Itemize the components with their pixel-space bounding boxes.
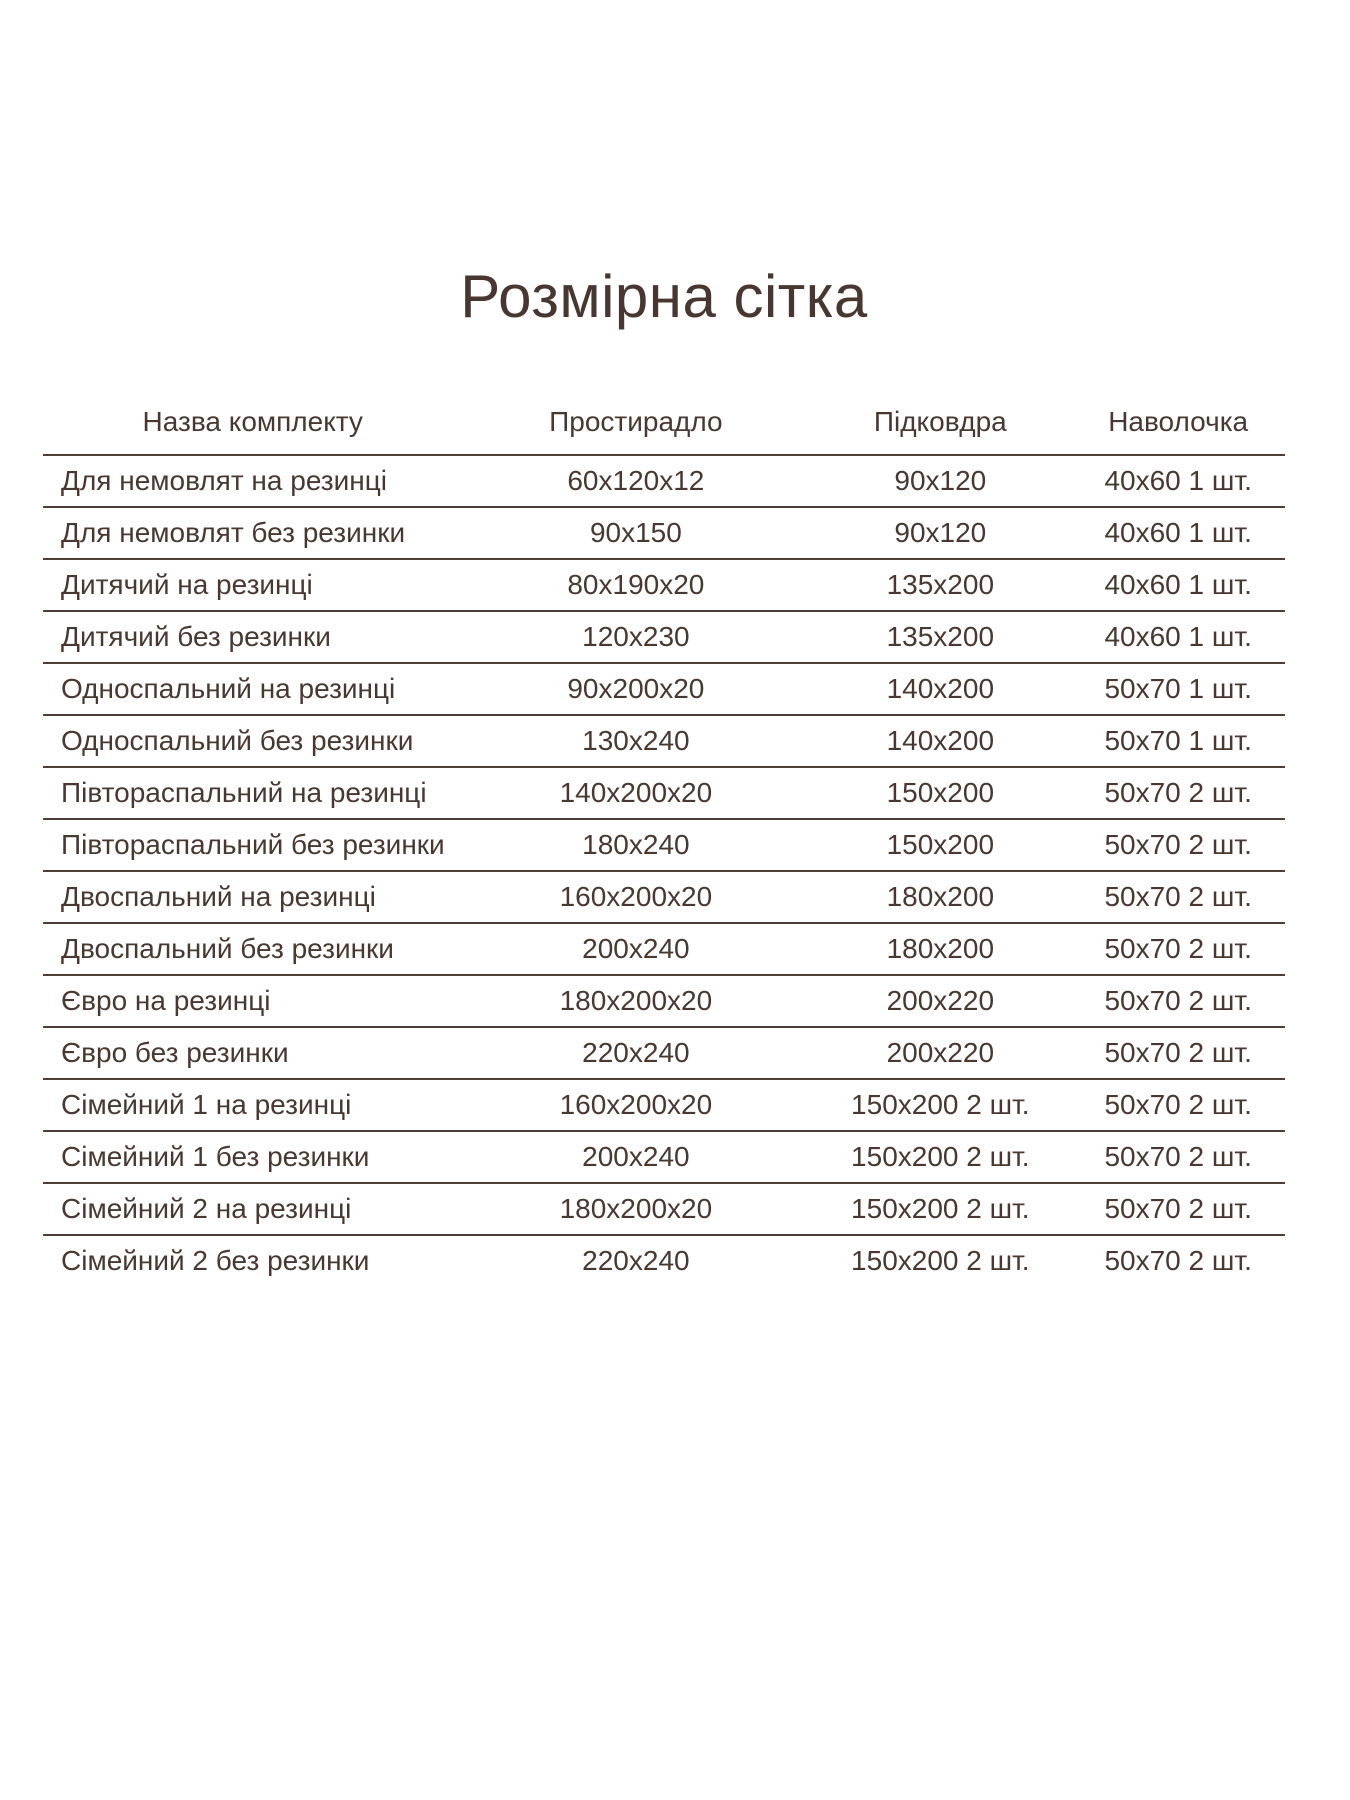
sheet-size: 200х240 (462, 1131, 809, 1183)
sheet-size: 180х240 (462, 819, 809, 871)
table-row (43, 663, 1285, 715)
pillowcase-size: 50х70 2 шт. (1071, 1027, 1285, 1079)
sheet-size: 60х120х12 (462, 455, 809, 507)
sheet-size: 180х200х20 (462, 975, 809, 1027)
set-name: Сімейний 2 без резинки (61, 1245, 370, 1276)
table-header-row (43, 392, 1285, 455)
set-name: Двоспальний без резинки (43, 923, 462, 975)
duvet-size: 90х120 (809, 455, 1071, 507)
column-header-duvet-size: Підковдра (809, 392, 1071, 455)
column-header-set-name: Назва комплекту (43, 392, 462, 455)
pillowcase-size: 50х70 2 шт. (1071, 923, 1285, 975)
table-row (43, 1027, 1285, 1079)
sheet-size: 200х240 (462, 923, 809, 975)
set-name: Односпальний без резинки (43, 715, 462, 767)
set-name: Сімейний 2 на резинці (43, 1183, 462, 1235)
duvet-size: 150х200 2 шт. (809, 1131, 1071, 1183)
table-row (43, 559, 1285, 611)
duvet-size: 135х200 (809, 559, 1071, 611)
sheet-size: 90х200х20 (462, 663, 809, 715)
set-name: Для немовлят без резинки (43, 507, 462, 559)
duvet-size: 140х200 (809, 715, 1071, 767)
table-row (43, 871, 1285, 923)
column-header-pillowcase-size: Наволочка (1071, 392, 1285, 455)
pillowcase-size: 50х70 2 шт. (1071, 1079, 1285, 1131)
duvet-size: 200х220 (809, 1027, 1071, 1079)
size-table-grid (43, 392, 1285, 1286)
duvet-size: 150х200 (809, 767, 1071, 819)
table-row (43, 507, 1285, 559)
duvet-size: 135х200 (809, 611, 1071, 663)
pillowcase-size: 40х60 1 шт. (1071, 559, 1285, 611)
pillowcase-size: 50х70 1 шт. (1071, 663, 1285, 715)
sheet-size: 180х200х20 (462, 1183, 809, 1235)
table-row (43, 1079, 1285, 1131)
column-header-sheet-size: Простирадло (462, 392, 809, 455)
pillowcase-size: 50х70 2 шт. (1104, 1245, 1252, 1276)
duvet-size: 150х200 (809, 819, 1071, 871)
table-row (43, 1183, 1285, 1235)
sheet-size: 220х240 (462, 1027, 809, 1079)
pillowcase-size: 50х70 2 шт. (1071, 767, 1285, 819)
pillowcase-size: 50х70 2 шт. (1071, 1131, 1285, 1183)
sheet-size: 220х240 (582, 1245, 690, 1276)
set-name: Дитячий без резинки (43, 611, 462, 663)
set-name: Сімейний 1 без резинки (43, 1131, 462, 1183)
set-name: Півтораспальний без резинки (43, 819, 462, 871)
sheet-size: 140х200х20 (462, 767, 809, 819)
table-row (43, 767, 1285, 819)
duvet-size: 180х200 (809, 871, 1071, 923)
pillowcase-size: 50х70 2 шт. (1071, 1183, 1285, 1235)
duvet-size: 90х120 (809, 507, 1071, 559)
table-row (43, 455, 1285, 507)
table-row (43, 819, 1285, 871)
page-title: Розмірна сітка (460, 263, 868, 330)
size-table (43, 392, 1285, 1286)
pillowcase-size: 40х60 1 шт. (1071, 455, 1285, 507)
table-row (43, 715, 1285, 767)
table-row (43, 1235, 1285, 1286)
table-row (43, 975, 1285, 1027)
table-row (43, 1131, 1285, 1183)
set-name: Півтораспальний на резинці (43, 767, 462, 819)
pillowcase-size: 50х70 1 шт. (1071, 715, 1285, 767)
table-row (43, 611, 1285, 663)
set-name: Сімейний 1 на резинці (43, 1079, 462, 1131)
sheet-size: 80х190х20 (462, 559, 809, 611)
sheet-size: 120х230 (462, 611, 809, 663)
set-name: Дитячий на резинці (43, 559, 462, 611)
pillowcase-size: 50х70 2 шт. (1071, 871, 1285, 923)
duvet-size: 150х200 2 шт. (809, 1079, 1071, 1131)
sheet-size: 130х240 (462, 715, 809, 767)
pillowcase-size: 40х60 1 шт. (1071, 611, 1285, 663)
duvet-size: 180х200 (809, 923, 1071, 975)
sheet-size: 160х200х20 (462, 871, 809, 923)
table-row (43, 923, 1285, 975)
pillowcase-size: 50х70 2 шт. (1071, 975, 1285, 1027)
pillowcase-size: 50х70 2 шт. (1071, 819, 1285, 871)
duvet-size: 150х200 2 шт. (809, 1183, 1071, 1235)
set-name: Для немовлят на резинці (43, 455, 462, 507)
duvet-size: 200х220 (809, 975, 1071, 1027)
set-name: Євро без резинки (43, 1027, 462, 1079)
sheet-size: 160х200х20 (462, 1079, 809, 1131)
duvet-size: 150х200 2 шт. (851, 1245, 1030, 1276)
set-name: Двоспальний на резинці (43, 871, 462, 923)
set-name: Євро на резинці (43, 975, 462, 1027)
duvet-size: 140х200 (809, 663, 1071, 715)
set-name: Односпальний на резинці (43, 663, 462, 715)
pillowcase-size: 40х60 1 шт. (1071, 507, 1285, 559)
sheet-size: 90х150 (462, 507, 809, 559)
